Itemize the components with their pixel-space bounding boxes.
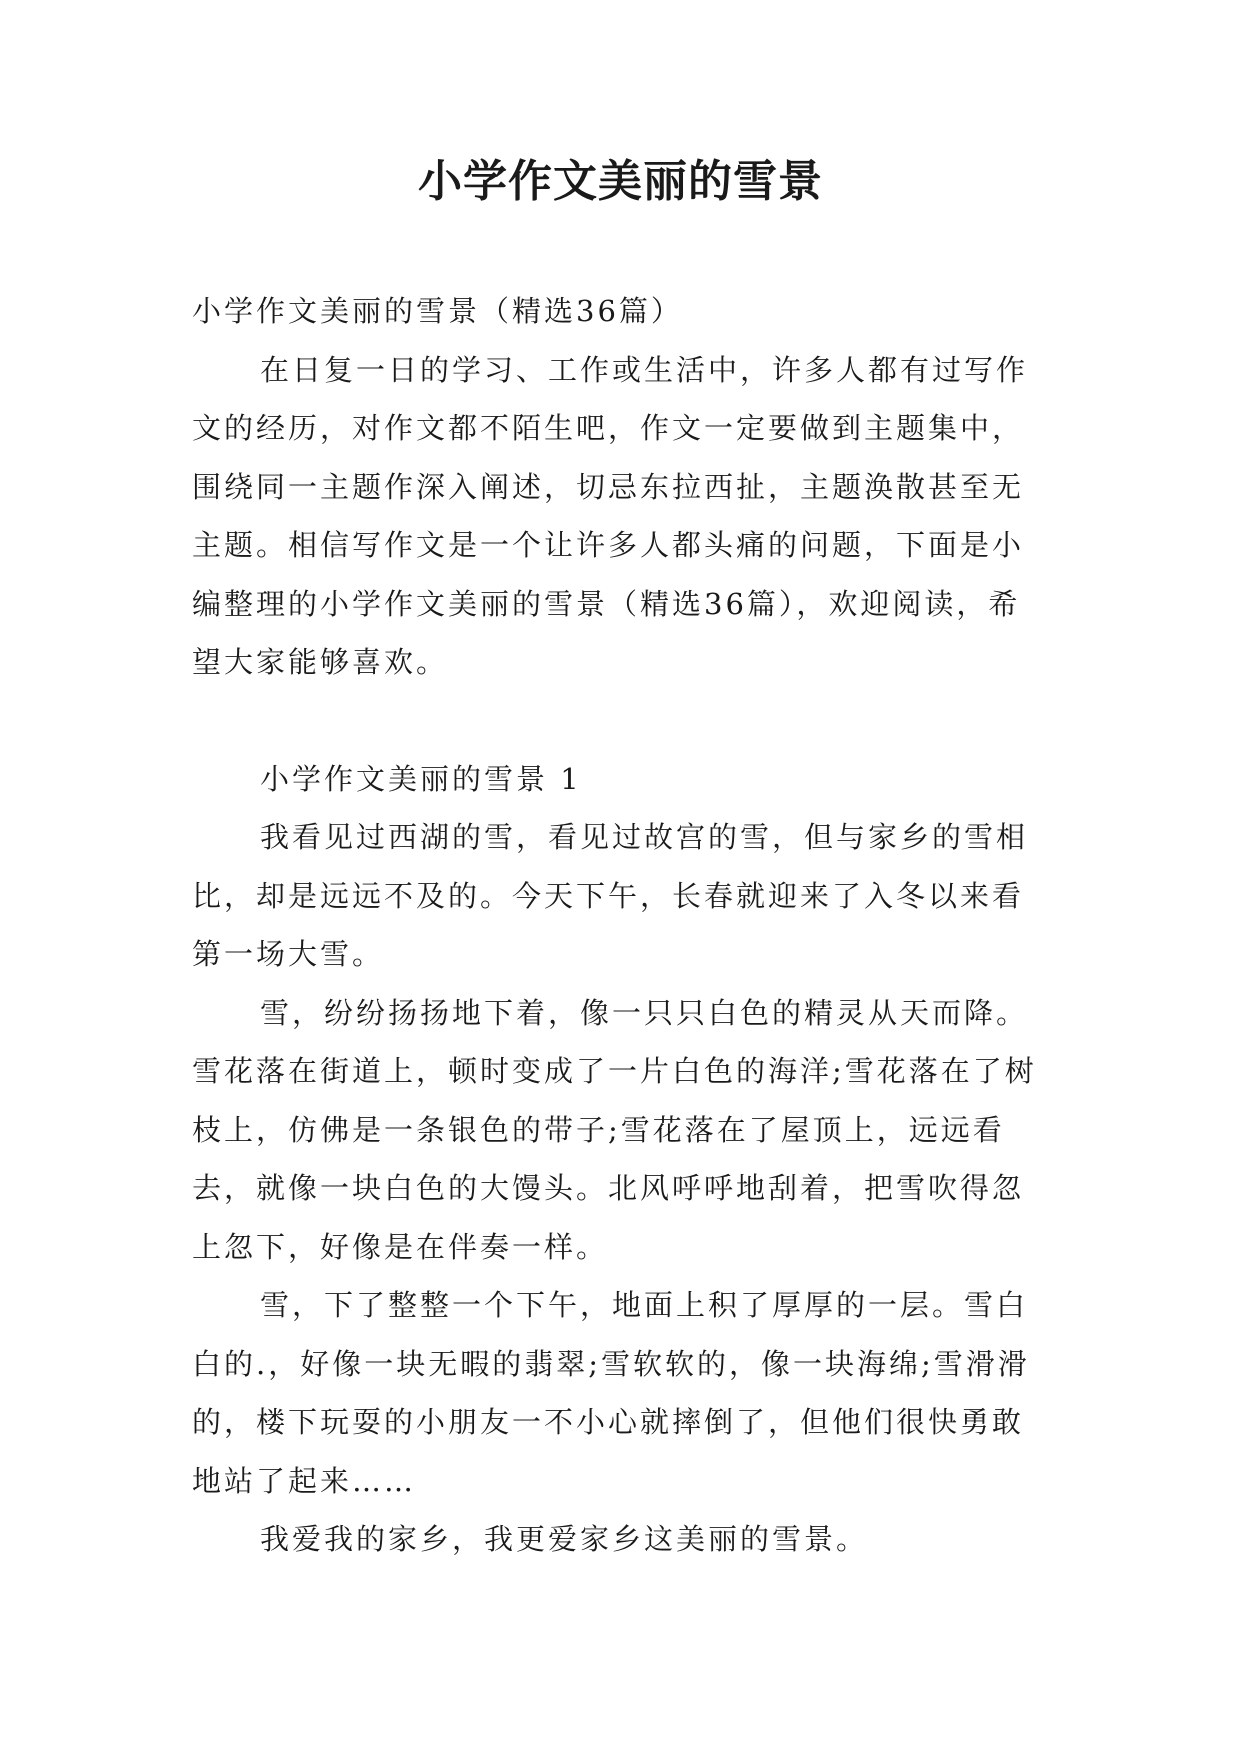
- section-paragraph-3: 雪，下了整整一个下午，地面上积了厚厚的一层。雪白白的.，好像一块无暇的翡翠;雪软软的，像一块海绵;雪滑滑的，楼下玩耍的小朋友一不小心就摔倒了，但他们很快勇敢地站了起来……: [192, 1288, 1030, 1498]
- intro-paragraph: 在日复一日的学习、工作或生活中，许多人都有过写作文的经历，对作文都不陌生吧，作文一定要做到主题集中，围绕同一主题作深入阐述，切忌东拉西扯，主题涣散甚至无主题。相信写作文是一个让许多人都头痛的问题，下面是小编整理的小学作文美丽的雪景（精选36篇），欢迎阅读，希望大家能够喜欢。: [192, 352, 1029, 679]
- document-subtitle: 小学作文美丽的雪景（精选36篇）: [192, 294, 683, 328]
- section-paragraph-2: 雪，纷纷扬扬地下着，像一只只白色的精灵从天而降。雪花落在街道上，顿时变成了一片白色的海洋;雪花落在了树枝上，仿佛是一条银色的带子;雪花落在了屋顶上，远远看去，就像一块白色的大馒头。北风呼呼地刮着，把雪吹得忽上忽下，好像是在伴奏一样。: [192, 995, 1037, 1264]
- section-heading: 小学作文美丽的雪景 1: [260, 761, 582, 796]
- document-title: 小学作文美丽的雪景: [418, 156, 823, 207]
- section-paragraph-4: 我爱我的家乡，我更爱家乡这美丽的雪景。: [260, 1522, 869, 1556]
- document-body: [192, 282, 1052, 1569]
- section-paragraph-1: 我看见过西湖的雪，看见过故宫的雪，但与家乡的雪相比，却是远远不及的。今天下午，长春就迎来了入冬以来看第一场大雪。: [192, 820, 1029, 971]
